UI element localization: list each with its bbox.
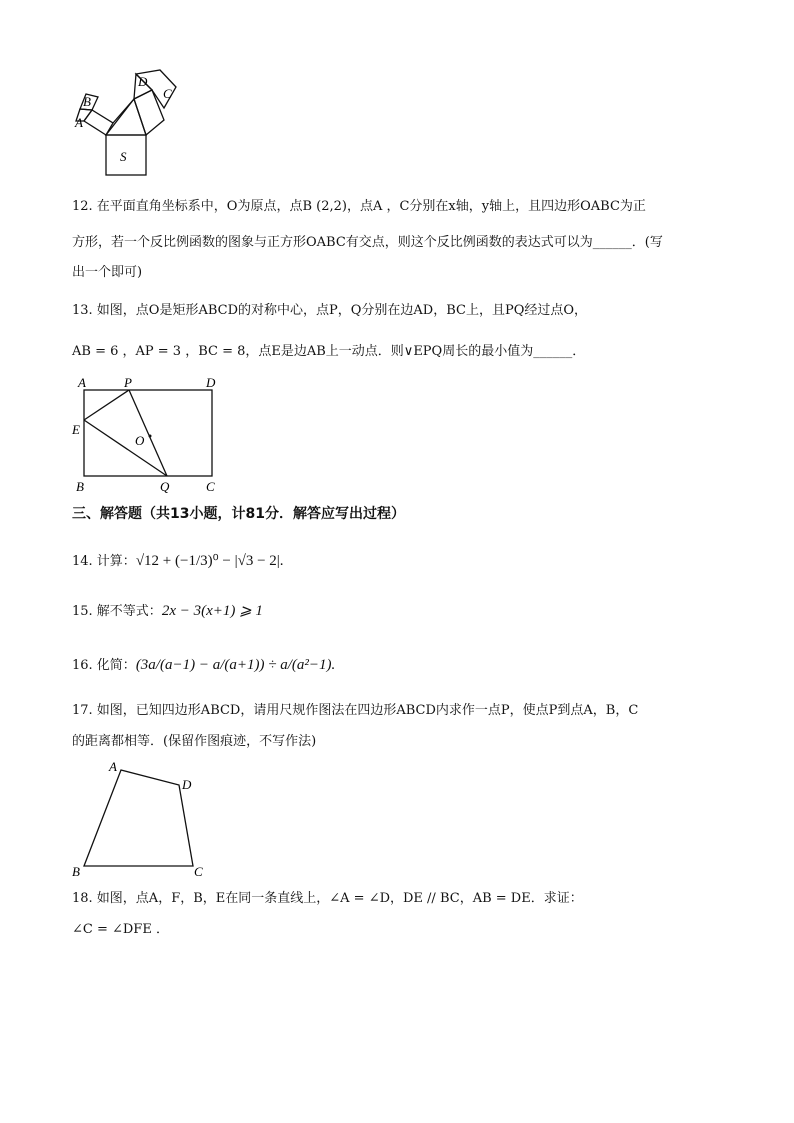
fig11-label-C: C [163, 86, 172, 101]
fig11-label-S: S [120, 149, 127, 164]
fig13-label-P: P [124, 375, 132, 390]
q17-line-2: 的距离都相等．(保留作图痕迹，不写作法) [72, 734, 317, 749]
q12-line-3: 出一个即可) [72, 265, 143, 280]
fig13-label-O: O [135, 433, 145, 448]
q15-line [72, 601, 263, 622]
q16-expression: (3a/(a−1) − a/(a+1)) ÷ a/(a²−1). [135, 657, 336, 673]
fig17-label-D: D [182, 777, 192, 792]
q14-expression: √12 + (−1/3)⁰ − |√3 − 2|. [135, 553, 284, 569]
fig17-label-B: B [72, 864, 80, 879]
fig13-label-D: D [206, 375, 216, 390]
fig13-label-A: A [78, 375, 86, 390]
fig11-label-D: D [138, 74, 148, 89]
q18-line-2: ∠C = ∠DFE ． [72, 922, 169, 937]
q17-line-1: 17. 如图，已知四边形ABCD，请用尺规作图法在四边形ABCD内求作一点P，使点P到点A，B，C [72, 703, 639, 718]
q12-line-2: 方形，若一个反比例函数的图象与正方形OABC有交点，则这个反比例函数的表达式可以为______．(写 [72, 235, 663, 250]
fig13-label-Q: Q [160, 479, 170, 494]
fig13-label-E: E [72, 422, 80, 437]
q13-line-1: 13. 如图，点O是矩形ABCD的对称中心，点P，Q分别在边AD，BC上，且PQ经过点O， [72, 303, 588, 318]
fig13-label-C: C [206, 479, 215, 494]
pythagoras-squares-figure [60, 60, 210, 185]
q18-line-1: 18. 如图，点A，F，B，E在同一条直线上，∠A = ∠D，DE // BC，AB = DE．求证： [72, 891, 583, 906]
fig11-label-A: A [75, 115, 83, 130]
quadrilateral-abcd-figure [66, 756, 226, 881]
q14-prefix: 14. 计算： [72, 554, 136, 569]
fig11-label-B: B [83, 94, 91, 109]
q15-expression: 2x − 3(x+1) ⩾ 1 [161, 603, 263, 619]
fig17-label-A: A [109, 759, 117, 774]
fig13-label-B: B [76, 479, 84, 494]
q15-prefix: 15. 解不等式： [72, 604, 162, 619]
section-heading: 三、解答题（共13小题，计81分．解答应写出过程） [72, 506, 405, 522]
q14-line [72, 551, 284, 572]
q13-line-2: AB = 6 ，AP = 3 ，BC = 8，点E是边AB上一动点．则∨EPQ周长的最小值为______． [72, 344, 586, 359]
q12-line-1: 12. 在平面直角坐标系中，O为原点，点B (2,2)，点A ，C分别在x轴，y轴上，且四边形OABC为正 [72, 199, 646, 214]
q16-line [72, 655, 335, 676]
q16-prefix: 16. 化简： [72, 658, 136, 673]
rectangle-abcd-figure [66, 372, 226, 497]
fig17-label-C: C [194, 864, 203, 879]
